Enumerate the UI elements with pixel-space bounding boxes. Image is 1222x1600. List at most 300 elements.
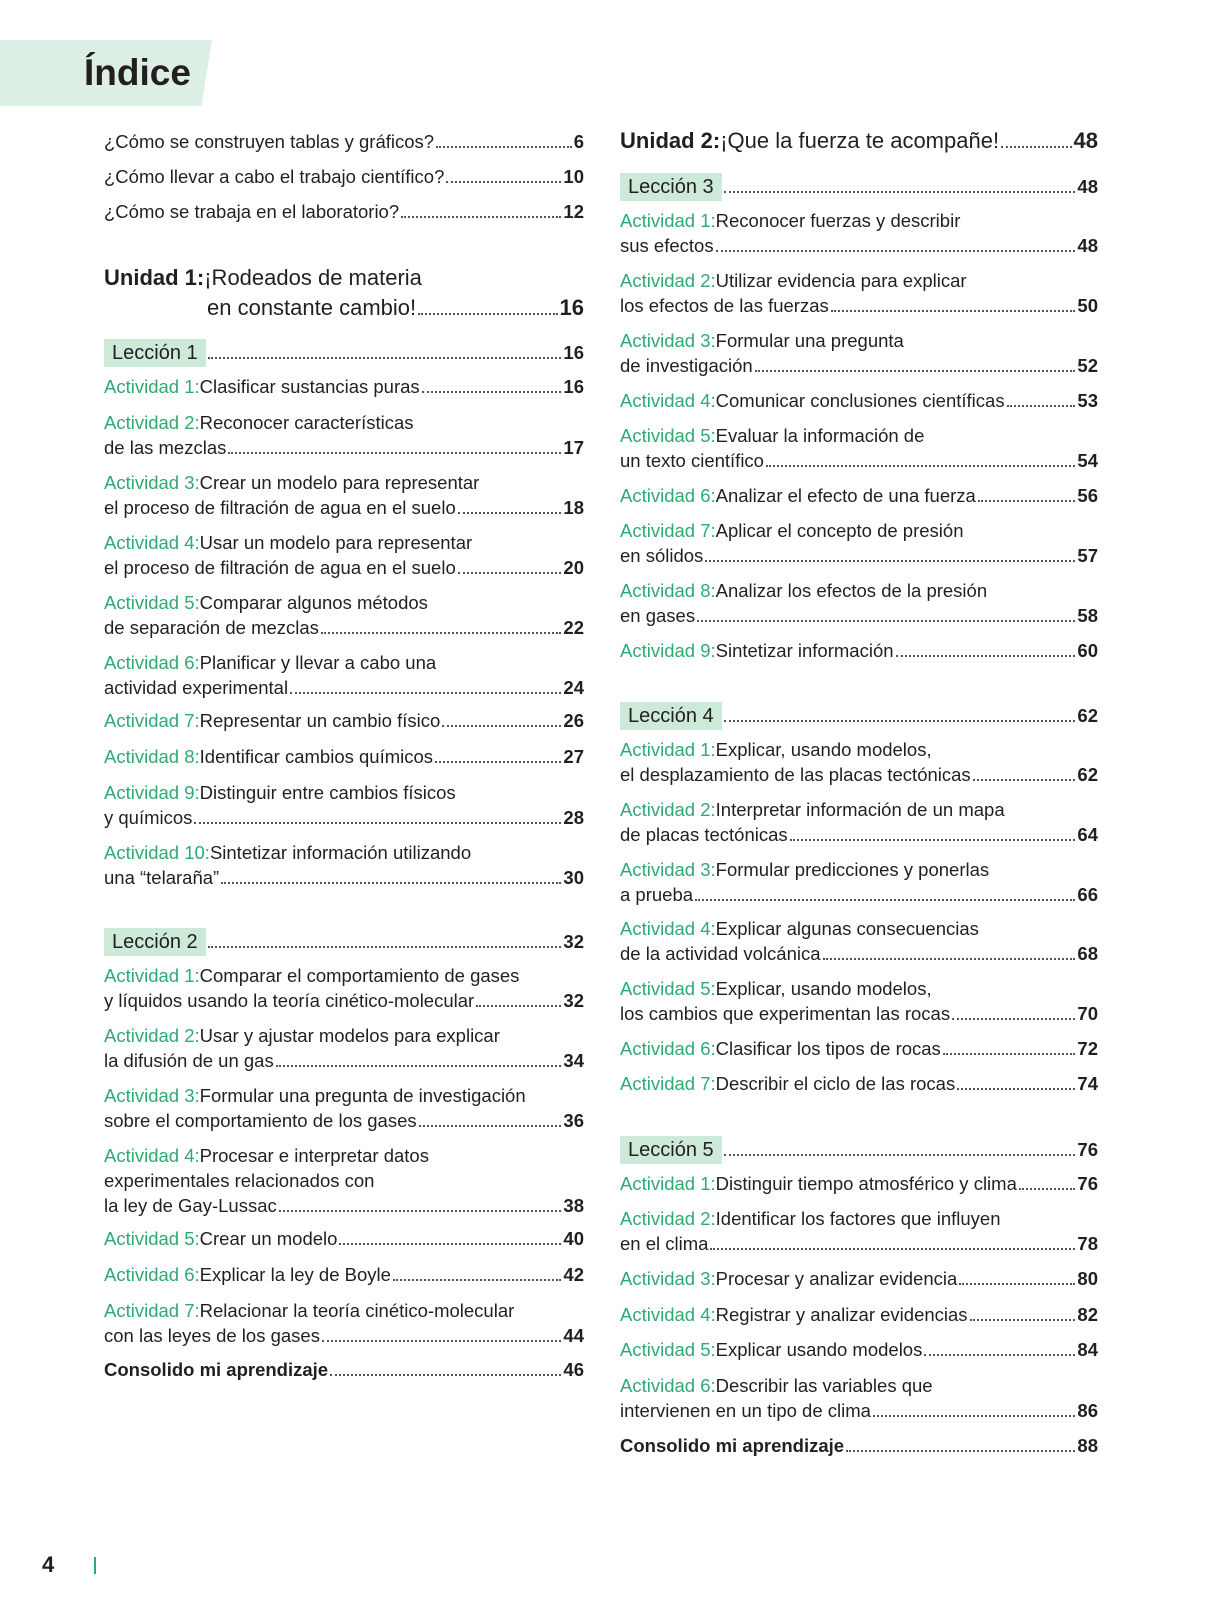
- page-ref: 50: [1077, 295, 1098, 316]
- activity-label: Actividad 3:: [620, 859, 716, 880]
- dot-leader: [321, 632, 561, 634]
- activity-entry: [620, 328, 1098, 378]
- toc-line: [620, 1171, 1098, 1196]
- activity-label: Actividad 5:: [620, 425, 716, 446]
- activity-title: Clasificar sustancias puras: [199, 376, 420, 397]
- page-ref: 38: [563, 1195, 584, 1216]
- dot-leader: [422, 391, 562, 393]
- activity-label: Actividad 4:: [104, 1145, 200, 1166]
- toc-line: [104, 1298, 584, 1323]
- activity-title: Representar un cambio físico: [199, 710, 441, 731]
- toc-line: [104, 530, 584, 555]
- dot-leader: [290, 692, 561, 694]
- toc-line: [104, 1226, 584, 1251]
- page-ref: 84: [1077, 1339, 1098, 1360]
- page-ref: 40: [563, 1228, 584, 1249]
- toc-line: [104, 590, 584, 615]
- dot-leader: [322, 1340, 561, 1342]
- page-ref: 62: [1077, 764, 1098, 785]
- activity-label: Actividad 10:: [104, 842, 210, 863]
- activity-entry: [620, 737, 1098, 787]
- page-ref: 82: [1077, 1304, 1098, 1325]
- toc-line: [104, 840, 584, 865]
- activity-title: Interpretar información de un mapa: [715, 799, 1005, 820]
- activity-title: Relacionar la teoría cinético-molecular: [199, 1300, 515, 1321]
- dot-leader: [695, 899, 1075, 901]
- toc-line: [104, 865, 584, 890]
- activity-title: experimentales relacionados con: [104, 1170, 375, 1191]
- activity-entry: [620, 857, 1098, 907]
- activity-title: Identificar los factores que influyen: [715, 1208, 1001, 1229]
- activity-label: Actividad 7:: [104, 1300, 200, 1321]
- page-ref: 27: [563, 746, 584, 767]
- activity-title: de investigación: [620, 355, 753, 376]
- toc-line: [620, 1036, 1098, 1061]
- dot-leader: [710, 1248, 1075, 1250]
- activity-label: Actividad 8:: [620, 580, 716, 601]
- activity-title: Utilizar evidencia para explicar: [715, 270, 967, 291]
- lesson-badge: Lección 3: [620, 173, 722, 201]
- activity-entry: [620, 1206, 1098, 1256]
- activity-title: la ley de Gay-Lussac: [104, 1195, 277, 1216]
- activity-entry: [104, 590, 584, 640]
- toc-line: [104, 675, 584, 700]
- page-ref: 76: [1077, 1173, 1098, 1194]
- page-ref: 72: [1077, 1038, 1098, 1059]
- toc-line: [620, 1001, 1098, 1026]
- activity-label: Actividad 2:: [620, 1208, 716, 1229]
- toc-line: [104, 1108, 584, 1133]
- toc-line: [104, 744, 584, 769]
- dot-leader: [401, 216, 561, 218]
- activity-label: Actividad 6:: [620, 1038, 716, 1059]
- toc-line: [104, 129, 584, 154]
- dot-leader: [755, 370, 1076, 372]
- dot-leader: [896, 655, 1076, 657]
- toc-line: [620, 1231, 1098, 1256]
- dot-leader: [846, 1450, 1075, 1452]
- toc-line: [620, 388, 1098, 413]
- lesson-badge: Lección 5: [620, 1136, 722, 1164]
- activity-label: Actividad 3:: [104, 1085, 200, 1106]
- activity-title: Explicar la ley de Boyle: [199, 1264, 391, 1285]
- toc-line: [104, 805, 584, 830]
- activity-entry: [104, 1023, 584, 1073]
- activity-label: Actividad 6:: [620, 1375, 716, 1396]
- dot-leader: [957, 1088, 1075, 1090]
- page-ref: 76: [1077, 1139, 1098, 1160]
- toc-line: [620, 423, 1098, 448]
- dot-leader: [724, 191, 1076, 193]
- activity-title: Distinguir tiempo atmosférico y clima: [715, 1173, 1017, 1194]
- unit-title: ¡Que la fuerza te acompañe!: [720, 128, 1000, 153]
- activity-title: Explicar usando modelos: [715, 1339, 923, 1360]
- activity-label: Actividad 5:: [104, 592, 200, 613]
- toc-line: [104, 963, 584, 988]
- toc-line: [104, 410, 584, 435]
- activity-entry: [104, 650, 584, 700]
- page-ref: 32: [563, 931, 584, 952]
- activity-label: Actividad 9:: [620, 640, 716, 661]
- activity-title: Analizar los efectos de la presión: [715, 580, 988, 601]
- toc-line: [104, 1323, 584, 1348]
- page-ref: 88: [1077, 1435, 1098, 1456]
- activity-entry: [620, 1266, 1098, 1291]
- dot-leader: [419, 1125, 562, 1127]
- activity-title: Usar y ajustar modelos para explicar: [199, 1025, 500, 1046]
- unit-label: Unidad 2:: [620, 128, 721, 153]
- dot-leader: [194, 822, 561, 824]
- toc-line: [620, 916, 1098, 941]
- toc-line: [104, 1357, 584, 1382]
- dot-leader: [446, 181, 561, 183]
- activity-entry: [104, 708, 584, 733]
- activity-label: Actividad 2:: [620, 799, 716, 820]
- dot-leader: [724, 1154, 1076, 1156]
- dot-leader: [697, 620, 1075, 622]
- activity-entry: [620, 1036, 1098, 1061]
- activity-title: Crear un modelo: [199, 1228, 338, 1249]
- activity-entry: [104, 1143, 584, 1218]
- activity-title: un texto científico: [620, 450, 764, 471]
- toc-line: [620, 1337, 1098, 1362]
- page-ref: 58: [1077, 605, 1098, 626]
- toc-line: [620, 1302, 1098, 1327]
- page-ref: 80: [1077, 1268, 1098, 1289]
- toc-entry: [104, 129, 584, 154]
- toc-line: [104, 988, 584, 1013]
- toc-line: [104, 780, 584, 805]
- activity-entry: [620, 1302, 1098, 1327]
- page-title: Índice: [84, 52, 191, 93]
- lesson-entry: [620, 173, 1098, 201]
- dot-leader: [823, 958, 1076, 960]
- toc-line: [620, 1206, 1098, 1231]
- dot-leader: [952, 1018, 1075, 1020]
- page-ref: 52: [1077, 355, 1098, 376]
- page-ref: 6: [573, 131, 584, 152]
- activity-title: con las leyes de los gases: [104, 1325, 320, 1346]
- dot-leader: [208, 357, 562, 359]
- unit-title: ¡Rodeados de materia: [204, 265, 422, 290]
- toc-line: [104, 555, 584, 580]
- activity-title: Formular predicciones y ponerlas: [715, 859, 990, 880]
- activity-title: Clasificar los tipos de rocas: [715, 1038, 941, 1059]
- activity-entry: [620, 1373, 1098, 1423]
- lesson-badge: Lección 2: [104, 928, 206, 956]
- activity-title: Explicar, usando modelos,: [715, 978, 932, 999]
- entry-text: Consolido mi aprendizaje: [620, 1435, 845, 1456]
- activity-title: Comparar algunos métodos: [199, 592, 428, 613]
- activity-title: Describir las variables que: [715, 1375, 933, 1396]
- activity-title: Usar un modelo para representar: [199, 532, 473, 553]
- dot-leader: [766, 465, 1075, 467]
- toc-line: [104, 263, 584, 293]
- dot-leader: [1001, 146, 1071, 148]
- footer-divider: [94, 1557, 96, 1574]
- activity-title: los cambios que experimentan las rocas: [620, 1003, 951, 1024]
- dot-leader: [924, 1354, 1075, 1356]
- page-ref: 36: [563, 1110, 584, 1131]
- page-ref: 60: [1077, 640, 1098, 661]
- activity-title: Reconocer características: [199, 412, 414, 433]
- toc-line: [620, 268, 1098, 293]
- activity-entry: [104, 963, 584, 1013]
- activity-title: Formular una pregunta de investigación: [199, 1085, 526, 1106]
- page-number: 4: [42, 1552, 55, 1577]
- page-ref: 42: [563, 1264, 584, 1285]
- activity-label: Actividad 3:: [620, 330, 716, 351]
- activity-entry: [104, 410, 584, 460]
- toc-line: [104, 164, 584, 189]
- dot-leader: [1007, 405, 1076, 407]
- toc-line: [104, 1023, 584, 1048]
- entry-text: ¿Cómo se construyen tablas y gráficos?: [104, 131, 435, 152]
- activity-entry: [620, 483, 1098, 508]
- toc-line: [620, 702, 1098, 730]
- toc-line: [104, 495, 584, 520]
- dot-leader: [458, 512, 562, 514]
- activity-label: Actividad 6:: [620, 485, 716, 506]
- dot-leader: [790, 839, 1076, 841]
- page-ref: 10: [563, 166, 584, 187]
- activity-title: Reconocer fuerzas y describir: [715, 210, 961, 231]
- activity-entry: [104, 1262, 584, 1287]
- activity-label: Actividad 7:: [620, 1073, 716, 1094]
- activity-entry: [104, 1298, 584, 1348]
- page-ref: 26: [563, 710, 584, 731]
- lesson-entry: [620, 1136, 1098, 1164]
- activity-entry: [620, 578, 1098, 628]
- activity-title: intervienen en un tipo de clima: [620, 1400, 871, 1421]
- activity-title: Sintetizar información: [715, 640, 894, 661]
- page-ref: 16: [559, 295, 584, 320]
- activity-label: Actividad 3:: [620, 1268, 716, 1289]
- page-ref: 44: [563, 1325, 584, 1346]
- toc-line: [620, 857, 1098, 882]
- page-ref: 48: [1077, 235, 1098, 256]
- page-ref: 34: [563, 1050, 584, 1071]
- toc-line: [104, 1262, 584, 1287]
- page-ref: 78: [1077, 1233, 1098, 1254]
- lesson-entry: [620, 702, 1098, 730]
- toc-line: [104, 374, 584, 399]
- activity-entry: [620, 1337, 1098, 1362]
- toc-line: [104, 1168, 584, 1193]
- entry-text: ¿Cómo llevar a cabo el trabajo científico?: [104, 166, 445, 187]
- toc-line: [620, 518, 1098, 543]
- toc-line: [104, 1143, 584, 1168]
- toc-line: [620, 1373, 1098, 1398]
- activity-label: Actividad 2:: [104, 412, 200, 433]
- activity-title: el desplazamiento de las placas tectónicas: [620, 764, 971, 785]
- activity-entry: [620, 797, 1098, 847]
- page-ref: 57: [1077, 545, 1098, 566]
- activity-entry: [620, 268, 1098, 318]
- toc-line: [620, 1071, 1098, 1096]
- page-ref: 17: [563, 437, 584, 458]
- activity-label: Actividad 2:: [104, 1025, 200, 1046]
- toc-line: [104, 928, 584, 956]
- activity-title: Aplicar el concepto de presión: [715, 520, 964, 541]
- toc-line: [620, 822, 1098, 847]
- toc-line: [620, 173, 1098, 201]
- activity-title: Evaluar la información de: [715, 425, 925, 446]
- activity-title: Explicar algunas consecuencias: [715, 918, 979, 939]
- activity-title: en sólidos: [620, 545, 704, 566]
- entry-text: ¿Cómo se trabaja en el laboratorio?: [104, 201, 400, 222]
- dot-leader: [705, 560, 1075, 562]
- toc-line: [104, 650, 584, 675]
- dot-leader: [418, 313, 557, 315]
- page-ref: 32: [563, 990, 584, 1011]
- activity-entry: [620, 976, 1098, 1026]
- toc-line: [620, 603, 1098, 628]
- activity-label: Actividad 5:: [620, 978, 716, 999]
- page-ref: 16: [563, 376, 584, 397]
- activity-label: Actividad 7:: [620, 520, 716, 541]
- activity-title: el proceso de filtración de agua en el suelo: [104, 497, 456, 518]
- activity-label: Actividad 5:: [104, 1228, 200, 1249]
- page-ref: 86: [1077, 1400, 1098, 1421]
- activity-title: Explicar, usando modelos,: [715, 739, 932, 760]
- activity-title: Identificar cambios químicos: [199, 746, 434, 767]
- page-ref: 68: [1077, 943, 1098, 964]
- entry-text: Consolido mi aprendizaje: [104, 1359, 329, 1380]
- toc-line: [104, 293, 584, 323]
- activity-title: Sintetizar información utilizando: [209, 842, 472, 863]
- activity-title: a prueba: [620, 884, 694, 905]
- toc-line: [620, 976, 1098, 1001]
- dot-leader: [1019, 1188, 1076, 1190]
- activity-title: sus efectos: [620, 235, 714, 256]
- activity-title: Crear un modelo para representar: [199, 472, 480, 493]
- activity-label: Actividad 4:: [620, 1304, 716, 1325]
- dot-leader: [831, 310, 1076, 312]
- toc-line: [104, 199, 584, 224]
- toc-line: [620, 1433, 1098, 1458]
- activity-entry: [620, 388, 1098, 413]
- dot-leader: [339, 1243, 561, 1245]
- activity-title: Distinguir entre cambios físicos: [199, 782, 456, 803]
- activity-entry: [620, 423, 1098, 473]
- activity-title: Describir el ciclo de las rocas: [715, 1073, 956, 1094]
- toc-line: [620, 353, 1098, 378]
- activity-entry: [104, 530, 584, 580]
- toc-line: [620, 483, 1098, 508]
- activity-title: Registrar y analizar evidencias: [715, 1304, 968, 1325]
- activity-label: Actividad 8:: [104, 746, 200, 767]
- page-ref: 66: [1077, 884, 1098, 905]
- activity-label: Actividad 5:: [620, 1339, 716, 1360]
- toc-line: [104, 435, 584, 460]
- dot-leader: [208, 946, 562, 948]
- dot-leader: [330, 1374, 561, 1376]
- toc-line: [620, 328, 1098, 353]
- activity-label: Actividad 1:: [620, 1173, 716, 1194]
- dot-leader: [436, 146, 572, 148]
- activity-title: Formular una pregunta: [715, 330, 904, 351]
- toc-line: [620, 578, 1098, 603]
- dot-leader: [943, 1053, 1076, 1055]
- activity-title: la difusión de un gas: [104, 1050, 274, 1071]
- activity-label: Actividad 3:: [104, 472, 200, 493]
- page-ref: 56: [1077, 485, 1098, 506]
- dot-leader: [959, 1283, 1075, 1285]
- activity-entry: [620, 208, 1098, 258]
- toc-line: [620, 737, 1098, 762]
- page-ref: 74: [1077, 1073, 1098, 1094]
- activity-title: Procesar y analizar evidencia: [715, 1268, 958, 1289]
- toc-line: [620, 543, 1098, 568]
- page-ref: 64: [1077, 824, 1098, 845]
- activity-title: de separación de mezclas: [104, 617, 319, 638]
- dot-leader: [970, 1319, 1076, 1321]
- activity-entry: [104, 470, 584, 520]
- toc-line: [104, 708, 584, 733]
- activity-title: los efectos de las fuerzas: [620, 295, 829, 316]
- activity-label: Actividad 9:: [104, 782, 200, 803]
- activity-title: el proceso de filtración de agua en el suelo: [104, 557, 456, 578]
- toc-line: [104, 615, 584, 640]
- dot-leader: [279, 1210, 562, 1212]
- toc-entry: [620, 1433, 1098, 1458]
- page-ref: 46: [563, 1359, 584, 1380]
- activity-entry: [104, 1083, 584, 1133]
- toc-entry: [104, 199, 584, 224]
- lesson-entry: [104, 339, 584, 367]
- unit-heading: [620, 126, 1098, 156]
- dot-leader: [393, 1279, 562, 1281]
- activity-entry: [104, 780, 584, 830]
- toc-line: [620, 1136, 1098, 1164]
- dot-leader: [716, 250, 1076, 252]
- page-ref: 28: [563, 807, 584, 828]
- activity-label: Actividad 1:: [104, 376, 200, 397]
- activity-label: Actividad 1:: [620, 739, 716, 760]
- activity-label: Actividad 6:: [104, 652, 200, 673]
- activity-entry: [620, 518, 1098, 568]
- activity-title: en gases: [620, 605, 696, 626]
- toc-line: [620, 448, 1098, 473]
- activity-entry: [620, 1071, 1098, 1096]
- toc-line: [620, 762, 1098, 787]
- toc-entry: [104, 1357, 584, 1382]
- activity-label: Actividad 6:: [104, 1264, 200, 1285]
- dot-leader: [873, 1415, 1075, 1417]
- dot-leader: [476, 1005, 561, 1007]
- unit-heading: [104, 263, 584, 323]
- page-ref: 53: [1077, 390, 1098, 411]
- activity-title: de las mezclas: [104, 437, 227, 458]
- activity-entry: [620, 638, 1098, 663]
- toc-line: [620, 293, 1098, 318]
- dot-leader: [458, 572, 562, 574]
- dot-leader: [724, 720, 1076, 722]
- activity-title: una “telaraña”: [104, 867, 220, 888]
- toc-line: [104, 1048, 584, 1073]
- dot-leader: [221, 882, 561, 884]
- page-ref: 16: [563, 342, 584, 363]
- activity-title: actividad experimental: [104, 677, 289, 698]
- lesson-badge: Lección 4: [620, 702, 722, 730]
- activity-label: Actividad 4:: [104, 532, 200, 553]
- activity-title: de la actividad volcánica: [620, 943, 821, 964]
- activity-entry: [620, 916, 1098, 966]
- page-ref: 48: [1077, 176, 1098, 197]
- activity-title: en el clima: [620, 1233, 709, 1254]
- activity-label: Actividad 7:: [104, 710, 200, 731]
